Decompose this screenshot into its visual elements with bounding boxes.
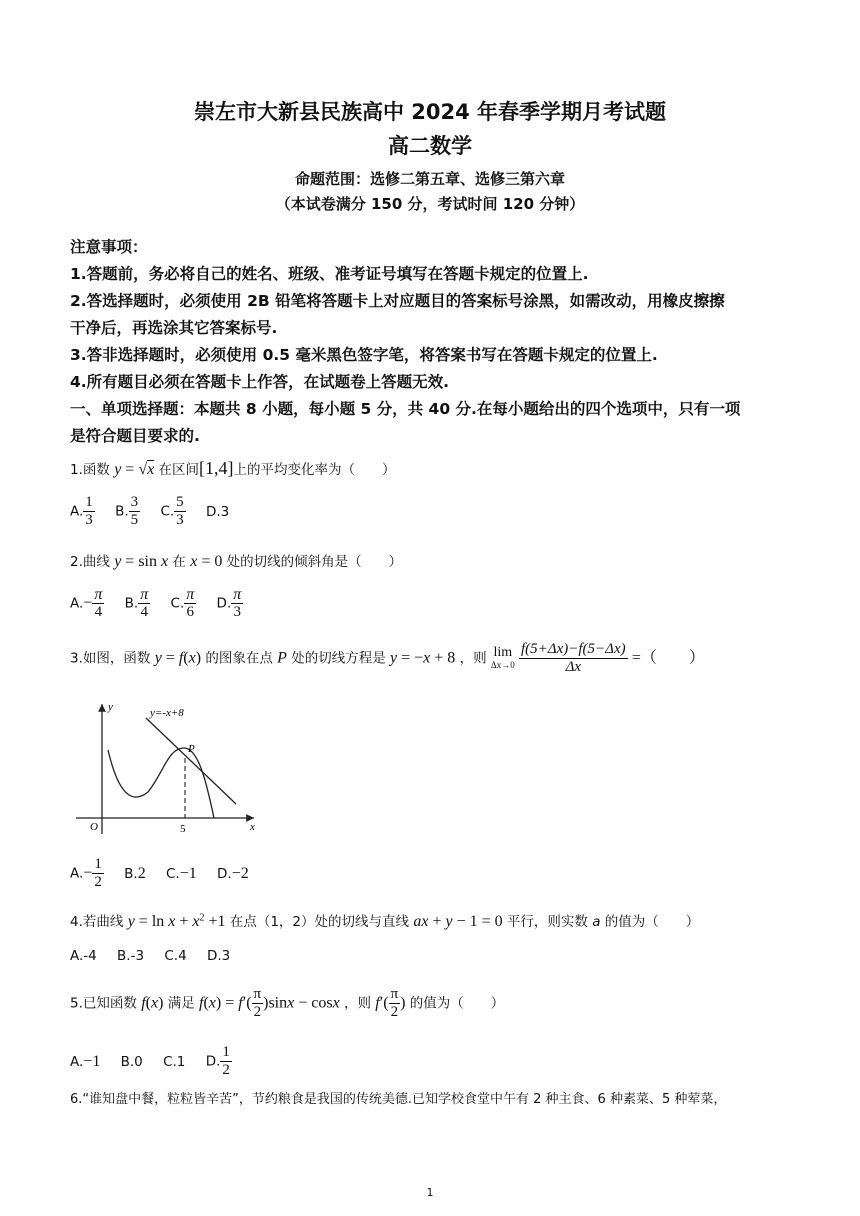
page-number: 1 (426, 1186, 434, 1199)
tangent-label: y=-x+8 (150, 707, 184, 719)
exam-info: （本试卷满分 150 分，考试时间 120 分钟） (275, 195, 585, 213)
y-axis-label: y (108, 701, 113, 713)
notes-heading: 注意事项： (70, 238, 148, 256)
point-label: P (188, 743, 195, 755)
exam-title: 崇左市大新县民族高中 2024 年春季学期月考试题 (193, 100, 667, 124)
question-5-options: A.−1 B.0 C.1 D. $\frac{1}{2}$ (70, 1044, 230, 1078)
origin-label: O (90, 821, 98, 833)
question-5: 5.已知函数 f(x) 满足 f(x) = f′( $\frac{\pi}{2}$ )sinx − cosx ，则 f′( $\frac{\pi}{2}$ ) 的值为（ ） (70, 986, 505, 1020)
question-6: 6.“谁知盘中餐，粒粒皆辛苦”，节约粮食是我国的传统美德.已知学校食堂中午有 2 种主食、6 种素菜、5 种荤菜， (70, 1092, 727, 1107)
question-1: 1.函数 y = √x 在区间[1,4]上的平均变化率为（ ） (70, 458, 396, 478)
note-item: 4.所有题目必须在答题卡上作答，在试题卷上答题无效. (70, 373, 450, 391)
question-1-options: A. $\frac{1}{3}$ B. $\frac{3}{5}$ C. $\frac{5}{3}$ D.3 (70, 494, 230, 528)
question-4-options: A.-4 B.-3 C.4 D.3 (70, 948, 231, 964)
tick-label: 5 (180, 823, 186, 835)
note-item: 1.答题前，务必将自己的姓名、班级、准考证号填写在答题卡规定的位置上. (70, 265, 589, 283)
exam-scope: 命题范围：选修二第五章、选修三第六章 (294, 170, 565, 188)
function-graph (72, 700, 264, 840)
function-curve (108, 748, 214, 818)
question-3-options: A.− $\frac{1}{2}$ B.2 C.−1 D.−2 (70, 856, 249, 890)
note-item: 3.答非选择题时，必须使用 0.5 毫米黑色签字笔，将答案书写在答题卡规定的位置上. (70, 346, 658, 364)
section-heading: 一、单项选择题：本题共 8 小题，每小题 5 分，共 40 分.在每小题给出的四个选项中，只有一项 (70, 400, 741, 418)
tangent-line (146, 718, 236, 804)
exam-subject: 高二数学 (388, 134, 472, 158)
question-3: 3.如图，函数 y = f(x) 的图象在点 P 处的切线方程是 y = −x + 8 ，则 lim Δx→0 $\frac{f(5+\Delta x)-f(5-\Delta x)}{\Delta x}$ =（ ） (70, 641, 705, 675)
section-heading-cont: 是符合题目要求的. (70, 427, 200, 445)
question-4: 4.若曲线 $y = \ln x + x^2 +1$ 在点（1，2）处的切线与直线 ax + y − 1 = 0 平行，则实数 a 的值为（ ） (70, 912, 700, 930)
question-2: 2.曲线 y = sin x 在 x = 0 处的切线的倾斜角是（ ） (70, 553, 403, 570)
note-item: 2.答选择题时，必须使用 2B 铅笔将答题卡上对应题目的答案标号涂黑，如需改动，用橡皮擦擦 (70, 292, 725, 310)
question-2-options: A.− $\frac{\pi}{4}$ B. $\frac{\pi}{4}$ C. $\frac{\pi}{6}$ D. $\frac{\pi}{3}$ (70, 586, 242, 620)
x-axis-label: x (250, 821, 255, 833)
note-item: 干净后，再选涂其它答案标号. (70, 319, 278, 337)
